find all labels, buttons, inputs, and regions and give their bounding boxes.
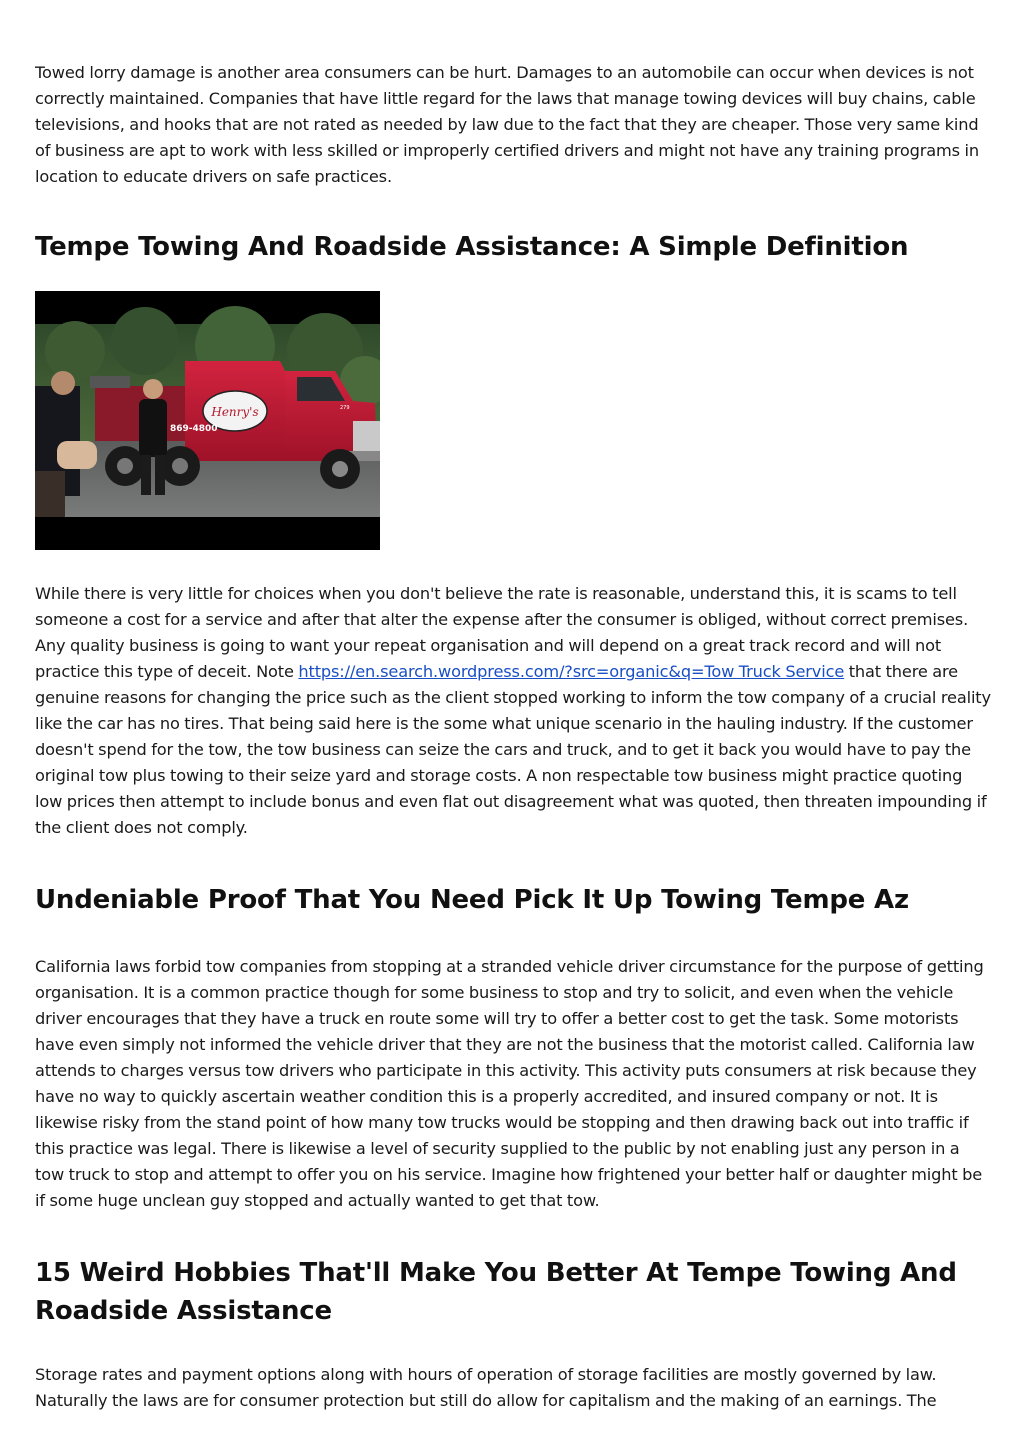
tow-truck-service-link[interactable]: https://en.search.wordpress.com/?src=organic&q=Tow Truck Service [298, 662, 845, 681]
tow-truck-illustration [35, 291, 380, 550]
heading-simple-definition: Tempe Towing And Roadside Assistance: A Simple Definition [35, 232, 909, 262]
paragraph-california-laws: California laws forbid tow companies from stopping at a stranded vehicle driver circumstance for the purpose of getting organisation. It is a common practice though for some business to stop and try to solicit, and even when the vehicle driver encourages that they have a truck en route some will try to offer a better cost to get the task. Some motorists have even simply not informed the vehicle driver that they are not the business that the motorist called. California law attends to charges versus tow drivers who participate in this activity. This activity puts consumers at risk because they have no way to quickly ascertain weather condition this is a properly accredited, and insured company or not. It is likewise risky from the stand point of how many tow trucks would be stopping and then drawing back out into traffic if this practice was legal. There is likewise a level of security supplied to the public by not enabling just any person in a tow truck to stop and attempt to offer you on his service. Imagine how frightened your better half or daughter might be if some huge unclean guy stopped and actually wanted to get that tow. [35, 957, 984, 1210]
truck-logo-text: Henry's [211, 405, 259, 419]
tow-truck-photo [35, 291, 380, 550]
paragraph-pricing [35, 581, 993, 841]
heading-weird-hobbies: 15 Weird Hobbies That'll Make You Better At Tempe Towing And Roadside Assistance [35, 1258, 957, 1326]
truck-phone-text: 869-4800 [170, 424, 218, 434]
paragraph-pricing-text-after: that there are genuine reasons for changing the price such as the client stopped working to inform the tow company of a crucial reality like the car has no tires. That being said here is the some what unique scenario in the hauling industry. If the customer doesn't spend for the tow, the tow business can seize the cars and truck, and to get it back you would have to pay the original tow plus towing to their seize yard and storage costs. A non respectable tow business might practice quoting low prices then attempt to include bonus and even flat out disagreement what was quoted, then threaten impounding if the client does not comply. [35, 662, 991, 837]
paragraph-towed-lorry-damage: Towed lorry damage is another area consumers can be hurt. Damages to an automobile can occur when devices is not correctly maintained. Companies that have little regard for the laws that manage towing devices will buy chains, cable televisions, and hooks that are not rated as needed by law due to the fact that they are cheaper. Those very same kind of business are apt to work with less skilled or improperly certified drivers and might not have any training programs in location to educate drivers on safe practices. [35, 63, 979, 186]
truck-number-text: 279 [340, 405, 350, 411]
paragraph-storage-rates: Storage rates and payment options along with hours of operation of storage facilities are mostly governed by law. Naturally the laws are for consumer protection but still do allow for capitalism and the making of an earnings. The [35, 1365, 937, 1410]
heading-undeniable-proof: Undeniable Proof That You Need Pick It Up Towing Tempe Az [35, 885, 909, 915]
article [35, 60, 993, 1414]
paragraph-pricing-text-before: While there is very little for choices when you don't believe the rate is reasonable, understand this, it is scams to tell someone a cost for a service and after that alter the expense after the consumer is obliged, without correct premises. Any quality business is going to want your repeat organisation and will depend on a great track record and will not practice this type of deceit. Note [35, 584, 969, 681]
